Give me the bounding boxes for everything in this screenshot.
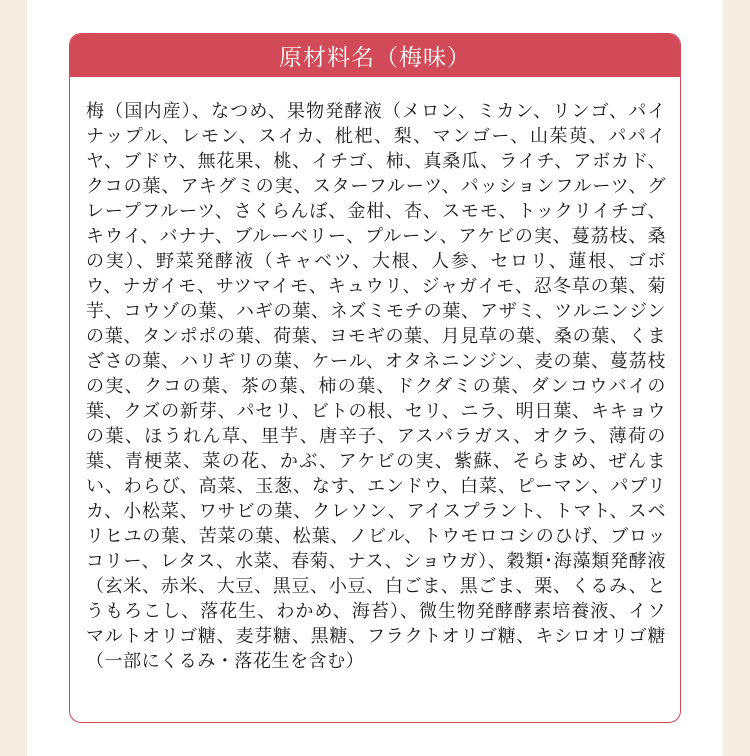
ingredients-card (69, 33, 681, 723)
ingredients-text: 梅（国内産）、なつめ、果物発酵液（メロン、ミカン、リンゴ、パイナップル、レモン、スイカ、枇杷、梨、マンゴー、山茱萸、パパイヤ、ブドウ、無花果、桃、イチゴ、柿、真桑瓜、ライチ、アボカド、クコの葉、アキグミの実、スターフルーツ、パッションフルーツ、グレープフルーツ、さくらんぼ、金柑、杏、スモモ、トックリイチゴ、キウイ、バナナ、ブルーベリー、プルーン、アケビの実、蔓茘枝、桑の実）、野菜発酵液（キャベツ、大根、人参、セロリ、蓮根、ゴボウ、ナガイモ、サツマイモ、キュウリ、ジャガイモ、忍冬草の葉、菊芋、コウゾの葉、ハギの葉、ネズミモチの葉、アザミ、ツルニンジンの葉、タンポポの葉、荷葉、ヨモギの葉、月見草の葉、桑の葉、くまざさの葉、ハリギリの葉、ケール、オタネニンジン、麦の葉、蔓茘枝の実、クコの葉、茶の葉、柿の葉、ドクダミの葉、ダンコウバイの葉、クズの新芽、パセリ、ビトの根、セリ、ニラ、明日葉、キキョウの葉、ほうれん草、里芋、唐辛子、アスパラガス、オクラ、薄荷の葉、青梗菜、菜の花、かぶ、アケビの実、紫蘇、そらまめ、ぜんまい、わらび、高菜、玉葱、なす、エンドウ、白菜、ピーマン、パプリカ、小松菜、ワサビの葉、クレソン、アイスプラント、トマト、スベリヒユの葉、苦菜の葉、松葉、ノビル、トウモロコシのひげ、ブロッコリー、レタス、水菜、春菊、ナス、ショウガ）、穀類･海藻類発酵液（玄米、赤米、大豆、黒豆、小豆、白ごま、黒ごま、栗、くるみ、とうもろこし、落花生、わかめ、海苔）、微生物発酵酵素培養液、イソマルトオリゴ糖、麦芽糖、黒糖、フラクトオリゴ糖、キシロオリゴ糖（一部にくるみ・落花生を含む） (86, 101, 666, 672)
ingredients-title: 原材料名（梅味） (70, 34, 680, 77)
